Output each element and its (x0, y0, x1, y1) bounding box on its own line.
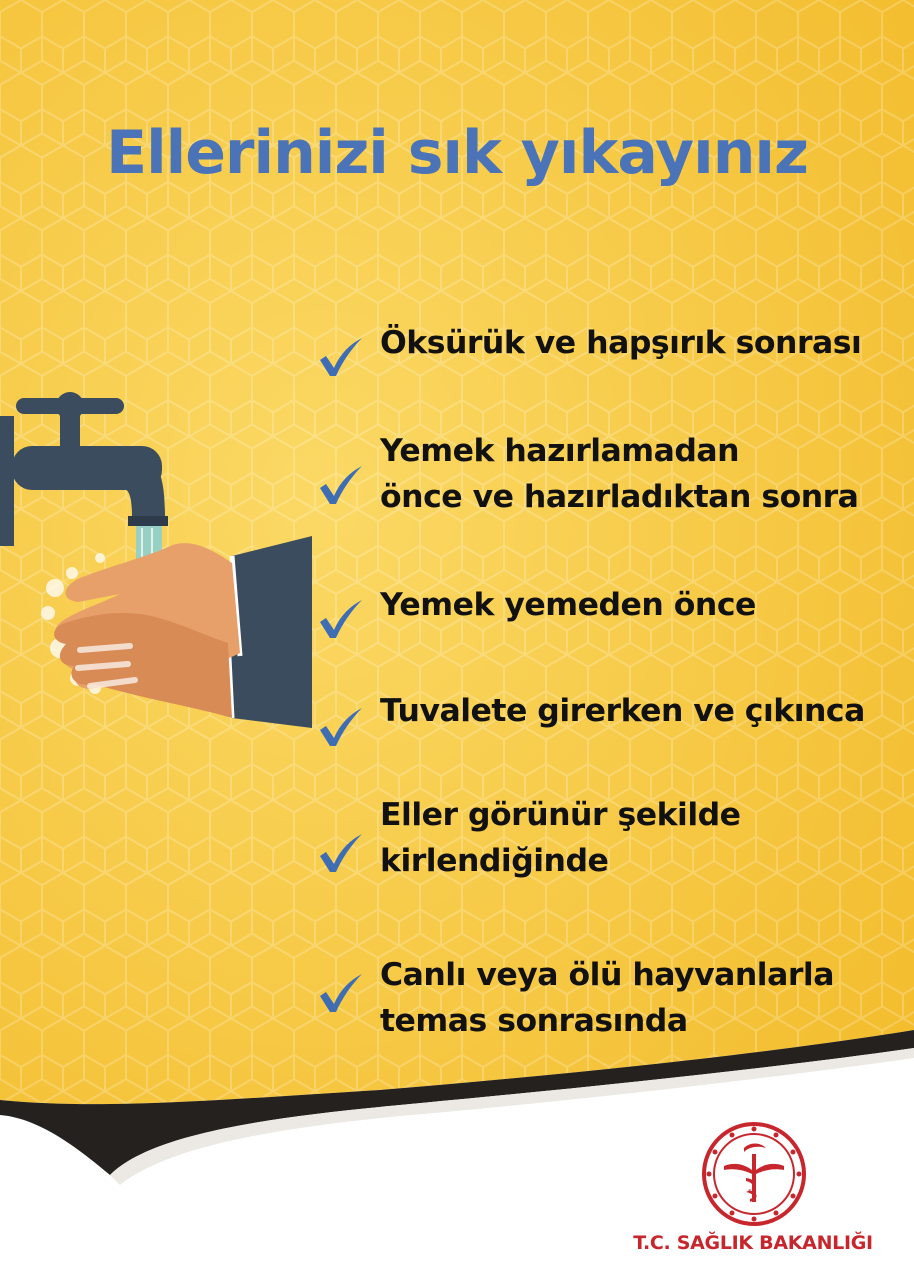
faucet-icon (0, 392, 168, 546)
item-text-line: Eller görünür şekilde (380, 797, 741, 833)
check-icon (318, 464, 364, 506)
item-text-line: Tuvalete girerken ve çıkınca (380, 693, 865, 729)
ministry-emblem-icon (700, 1120, 808, 1228)
ministry-name: T.C. SAĞLIK BAKANLIĞI (633, 1232, 873, 1254)
check-icon (318, 832, 364, 874)
page-title: Ellerinizi sık yıkayınız (106, 118, 808, 188)
item-text-line: Canlı veya ölü hayvanlarla (380, 957, 834, 993)
check-icon (318, 336, 364, 378)
sleeves (228, 536, 312, 728)
item-text-line: temas sonrasında (380, 1003, 688, 1039)
handwashing-illustration (0, 388, 320, 738)
check-icon (318, 598, 364, 640)
item-text-line: önce ve hazırladıktan sonra (380, 479, 859, 515)
item-text-line: Yemek yemeden önce (380, 587, 756, 623)
check-icon (318, 706, 364, 748)
check-icon (318, 972, 364, 1014)
item-text-line: Yemek hazırlamadan (380, 433, 740, 469)
item-text-line: Öksürük ve hapşırık sonrası (380, 325, 862, 361)
item-text-line: kirlendiğinde (380, 843, 609, 879)
hands (54, 543, 240, 718)
